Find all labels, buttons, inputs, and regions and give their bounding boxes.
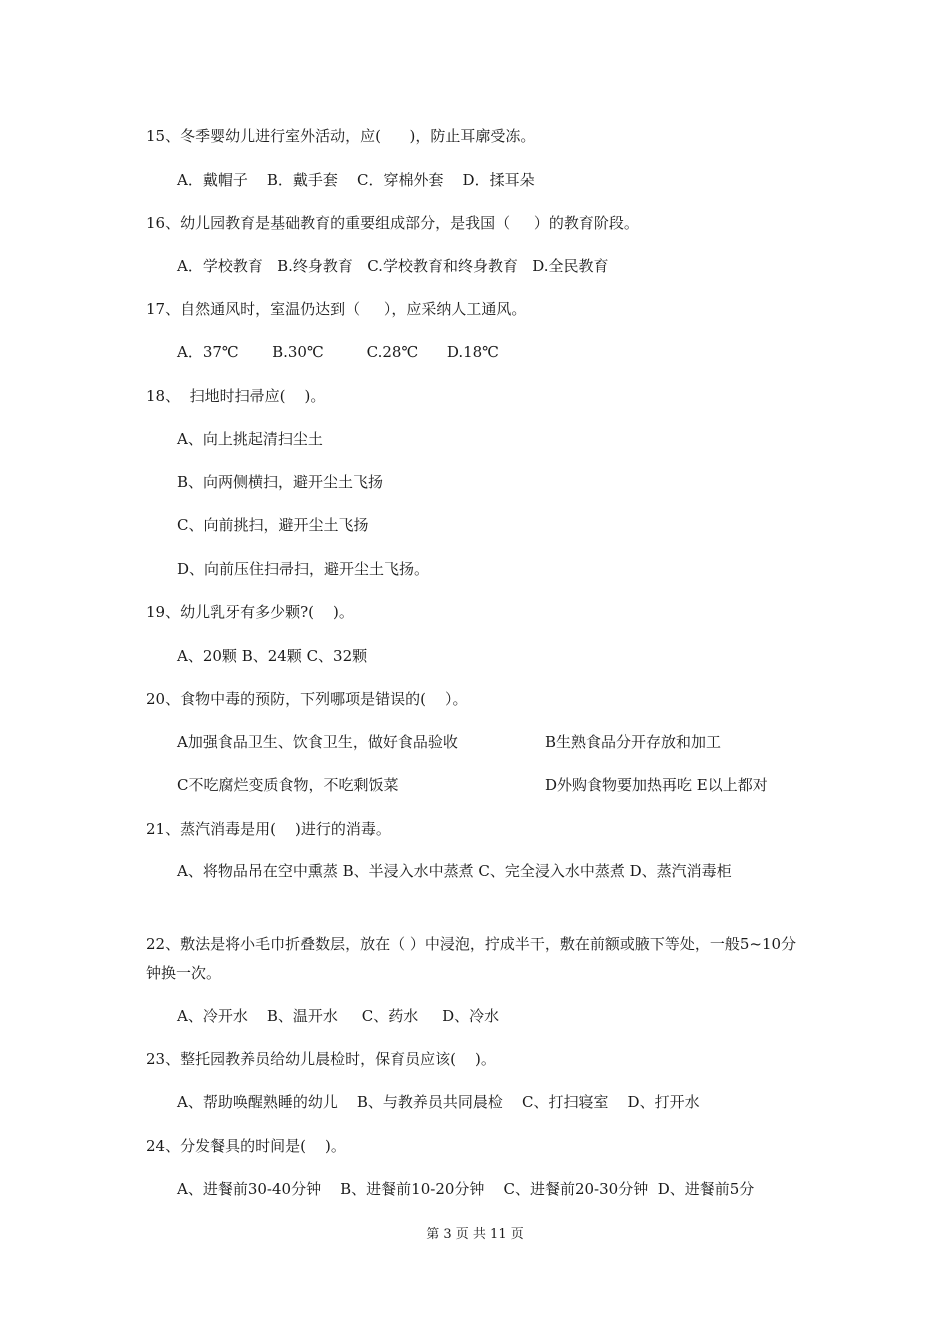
question-16-options: A．学校教育 B.终身教育 C.学校教育和终身教育 D.全民教育 xyxy=(177,257,609,275)
page-number-footer: 第 3 页 共 11 页 xyxy=(426,1227,524,1242)
question-20-option-b: B生熟食品分开存放和加工 xyxy=(545,733,722,751)
question-24-stem: 24、分发餐具的时间是( )。 xyxy=(146,1137,346,1155)
question-17-stem: 17、自然通风时，室温仍达到（ ），应采纳人工通风。 xyxy=(146,300,527,318)
question-20-option-d: D外购食物要加热再吃 E以上都对 xyxy=(545,776,768,794)
question-22-stem: 22、敷法是将小毛巾折叠数层，放在（ ）中浸泡，拧成半干，敷在前额或腋下等处，一般5~10分钟换一次。 xyxy=(146,935,797,982)
question-22-options: A、冷开水 B、温开水 C、药水 D、冷水 xyxy=(177,1007,500,1025)
question-18-option-d: D、向前压住扫帚扫，避开尘土飞扬。 xyxy=(177,560,430,578)
question-17-options: A．37℃ B.30℃ C.28℃ D.18℃ xyxy=(177,343,499,361)
question-20-option-a: A加强食品卫生、饮食卫生，做好食品验收 xyxy=(177,733,458,751)
question-16-stem: 16、幼儿园教育是基础教育的重要组成部分，是我国（ ）的教育阶段。 xyxy=(146,214,639,232)
question-19-options: A、20颗 B、24颗 C、32颗 xyxy=(177,647,368,665)
question-23-stem: 23、整托园教养员给幼儿晨检时，保育员应该( )。 xyxy=(146,1050,496,1068)
question-18-option-c: C、向前挑扫，避开尘土飞扬 xyxy=(177,516,369,534)
question-21-stem: 21、蒸汽消毒是用( )进行的消毒。 xyxy=(146,820,391,838)
question-15-stem: 15、冬季婴幼儿进行室外活动，应( )，防止耳廓受冻。 xyxy=(146,127,536,145)
question-19-stem: 19、幼儿乳牙有多少颗?( )。 xyxy=(146,603,354,621)
question-20-stem: 20、食物中毒的预防，下列哪项是错误的( ）。 xyxy=(146,690,468,708)
question-15-options: A．戴帽子 B．戴手套 C．穿棉外套 D．揉耳朵 xyxy=(177,171,535,189)
question-21-options: A、将物品吊在空中熏蒸 B、半浸入水中蒸煮 C、完全浸入水中蒸煮 D、蒸汽消毒柜 xyxy=(177,862,732,880)
question-18-option-a: A、向上挑起清扫尘土 xyxy=(177,430,323,448)
question-18-option-b: B、向两侧横扫，避开尘土飞扬 xyxy=(177,473,384,491)
question-23-options: A、帮助唤醒熟睡的幼儿 B、与教养员共同晨检 C、打扫寝室 D、打开水 xyxy=(177,1093,700,1111)
question-24-options: A、进餐前30-40分钟 B、进餐前10-20分钟 C、进餐前20-30分钟 D、进餐前5分 xyxy=(177,1180,755,1198)
question-20-option-c: C不吃腐烂变质食物，不吃剩饭菜 xyxy=(177,776,399,794)
question-18-stem: 18、 扫地时扫帚应( )。 xyxy=(146,387,326,405)
